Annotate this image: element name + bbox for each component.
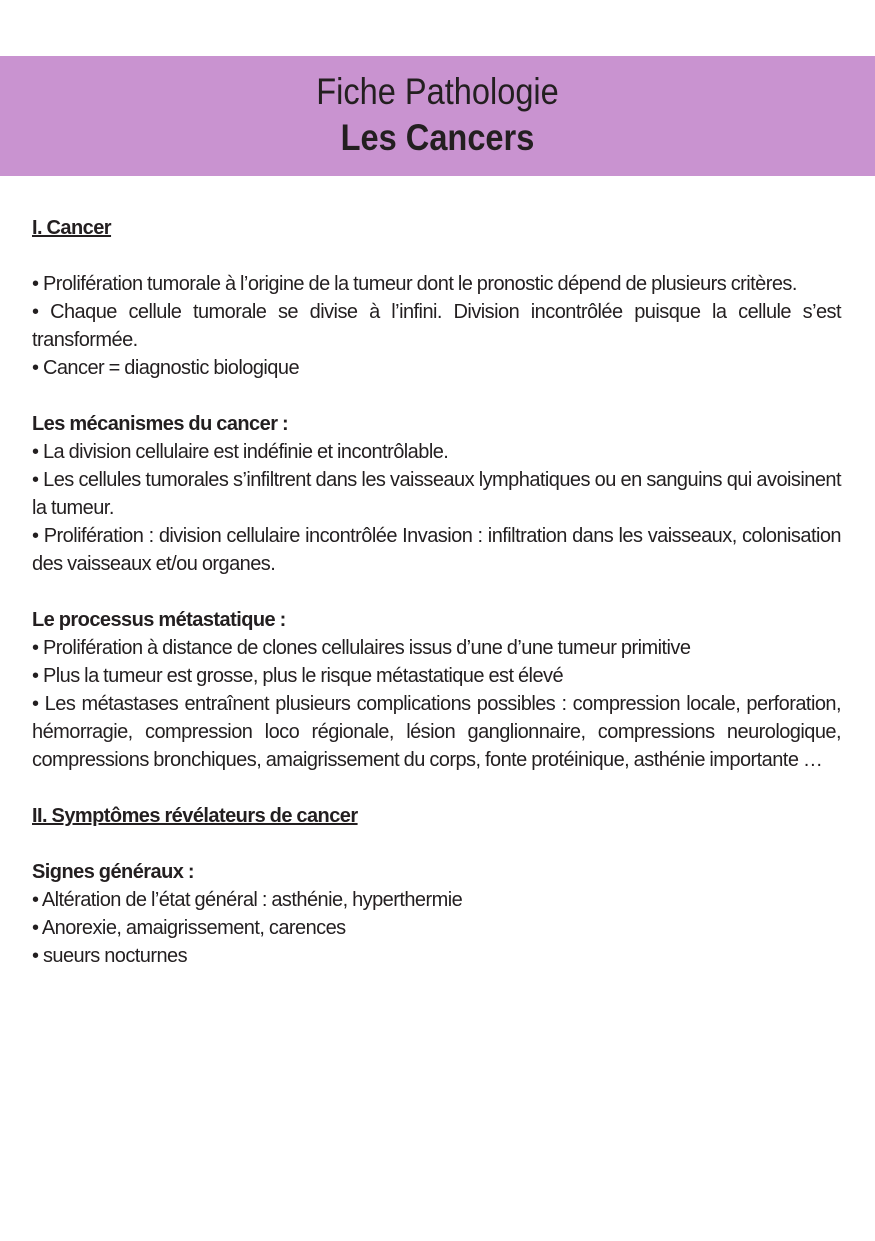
subheading-mechanisms: Les mécanismes du cancer :: [32, 413, 289, 435]
document-body: [32, 214, 841, 970]
list-item: • Cancer = diagnostic biologique: [32, 357, 300, 379]
list-item: • Les cellules tumorales s’infiltrent dans les vaisseaux lymphatiques ou en sanguins qui avoisinent la tumeur.: [32, 469, 841, 519]
document-subtitle: Les Cancers: [340, 117, 535, 158]
list-item: • Prolifération à distance de clones cellulaires issus d’une d’une tumeur primitive: [32, 637, 691, 659]
list-item: • La division cellulaire est indéfinie et incontrôlable.: [32, 441, 449, 463]
list-item: • Prolifération tumorale à l’origine de la tumeur dont le pronostic dépend de plusieurs critères.: [32, 273, 797, 295]
list-item: • Altération de l’état général : asthénie, hyperthermie: [32, 889, 463, 911]
spacer: [32, 774, 841, 802]
list-item: • Chaque cellule tumorale se divise à l’infini. Division incontrôlée puisque la cellule s’est transformée.: [32, 301, 841, 351]
spacer: [32, 242, 841, 270]
section-title-symptoms: II. Symptômes révélateurs de cancer: [32, 805, 358, 827]
section-title-cancer: I. Cancer: [32, 217, 112, 239]
title-banner: [0, 56, 875, 176]
spacer: [32, 578, 841, 606]
spacer: [32, 382, 841, 410]
spacer: [32, 830, 841, 858]
list-item: • Prolifération : division cellulaire incontrôlée Invasion : infiltration dans les vaisseaux, colonisation des vaisseaux et/ou organes.: [32, 525, 841, 575]
subheading-metastatic: Le processus métastatique :: [32, 609, 286, 631]
list-item: • Les métastases entraînent plusieurs complications possibles : compression locale, perforation, hémorragie, compression loco régionale, lésion ganglionnaire, compressions neurologique, compressions bronchiques, amaigrissement du corps, fonte protéinique, asthénie importante …: [32, 693, 841, 771]
list-item: • Anorexie, amaigrissement, carences: [32, 917, 346, 939]
list-item: • Plus la tumeur est grosse, plus le risque métastatique est élevé: [32, 665, 564, 687]
document-title: Fiche Pathologie: [316, 71, 559, 112]
subheading-general-signs: Signes généraux :: [32, 861, 194, 883]
list-item: • sueurs nocturnes: [32, 945, 188, 967]
